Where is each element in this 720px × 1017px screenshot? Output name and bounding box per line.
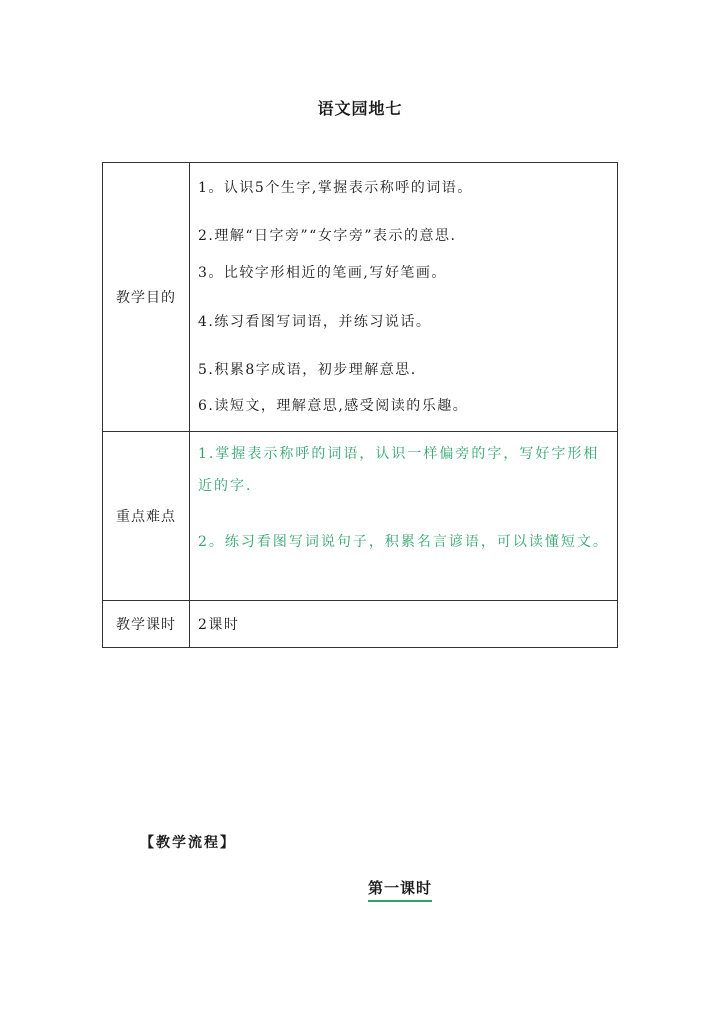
focus-item: 2。练习看图写词说句子，积累名言谚语，可以读懂短文。 (198, 534, 609, 550)
goal-item: 4.练习看图写词语，并练习说话。 (198, 314, 432, 330)
focus-row (103, 432, 618, 601)
focus-item: 1.掌握表示称呼的词语，认识一样偏旁的字，写好字形相近的字. (198, 446, 600, 494)
document-title: 语文园地七 (317, 99, 403, 118)
lesson-title: 第一课时 (368, 877, 432, 902)
lesson-plan-table (102, 162, 618, 648)
goal-item: 5.积累8字成语，初步理解意思. (198, 362, 417, 378)
focus-label: 重点难点 (103, 432, 190, 601)
goals-label: 教学目的 (103, 163, 190, 432)
focus-cell (190, 432, 618, 601)
hours-label: 教学课时 (103, 601, 190, 648)
goal-item: 6.读短文，理解意思,感受阅读的乐趣。 (198, 398, 469, 414)
goal-item: 2.理解“日字旁”“女字旁”表示的意思. (198, 228, 457, 244)
hours-row (103, 601, 618, 648)
goal-item: 3。比较字形相近的笔画,写好笔画。 (198, 265, 447, 281)
goal-item: 1。认识5个生字,掌握表示称呼的词语。 (198, 180, 473, 196)
hours-value: 2课时 (190, 601, 618, 648)
goals-cell (190, 163, 618, 432)
teaching-flow-heading: 【教学流程】 (140, 835, 236, 851)
goals-row (103, 163, 618, 432)
